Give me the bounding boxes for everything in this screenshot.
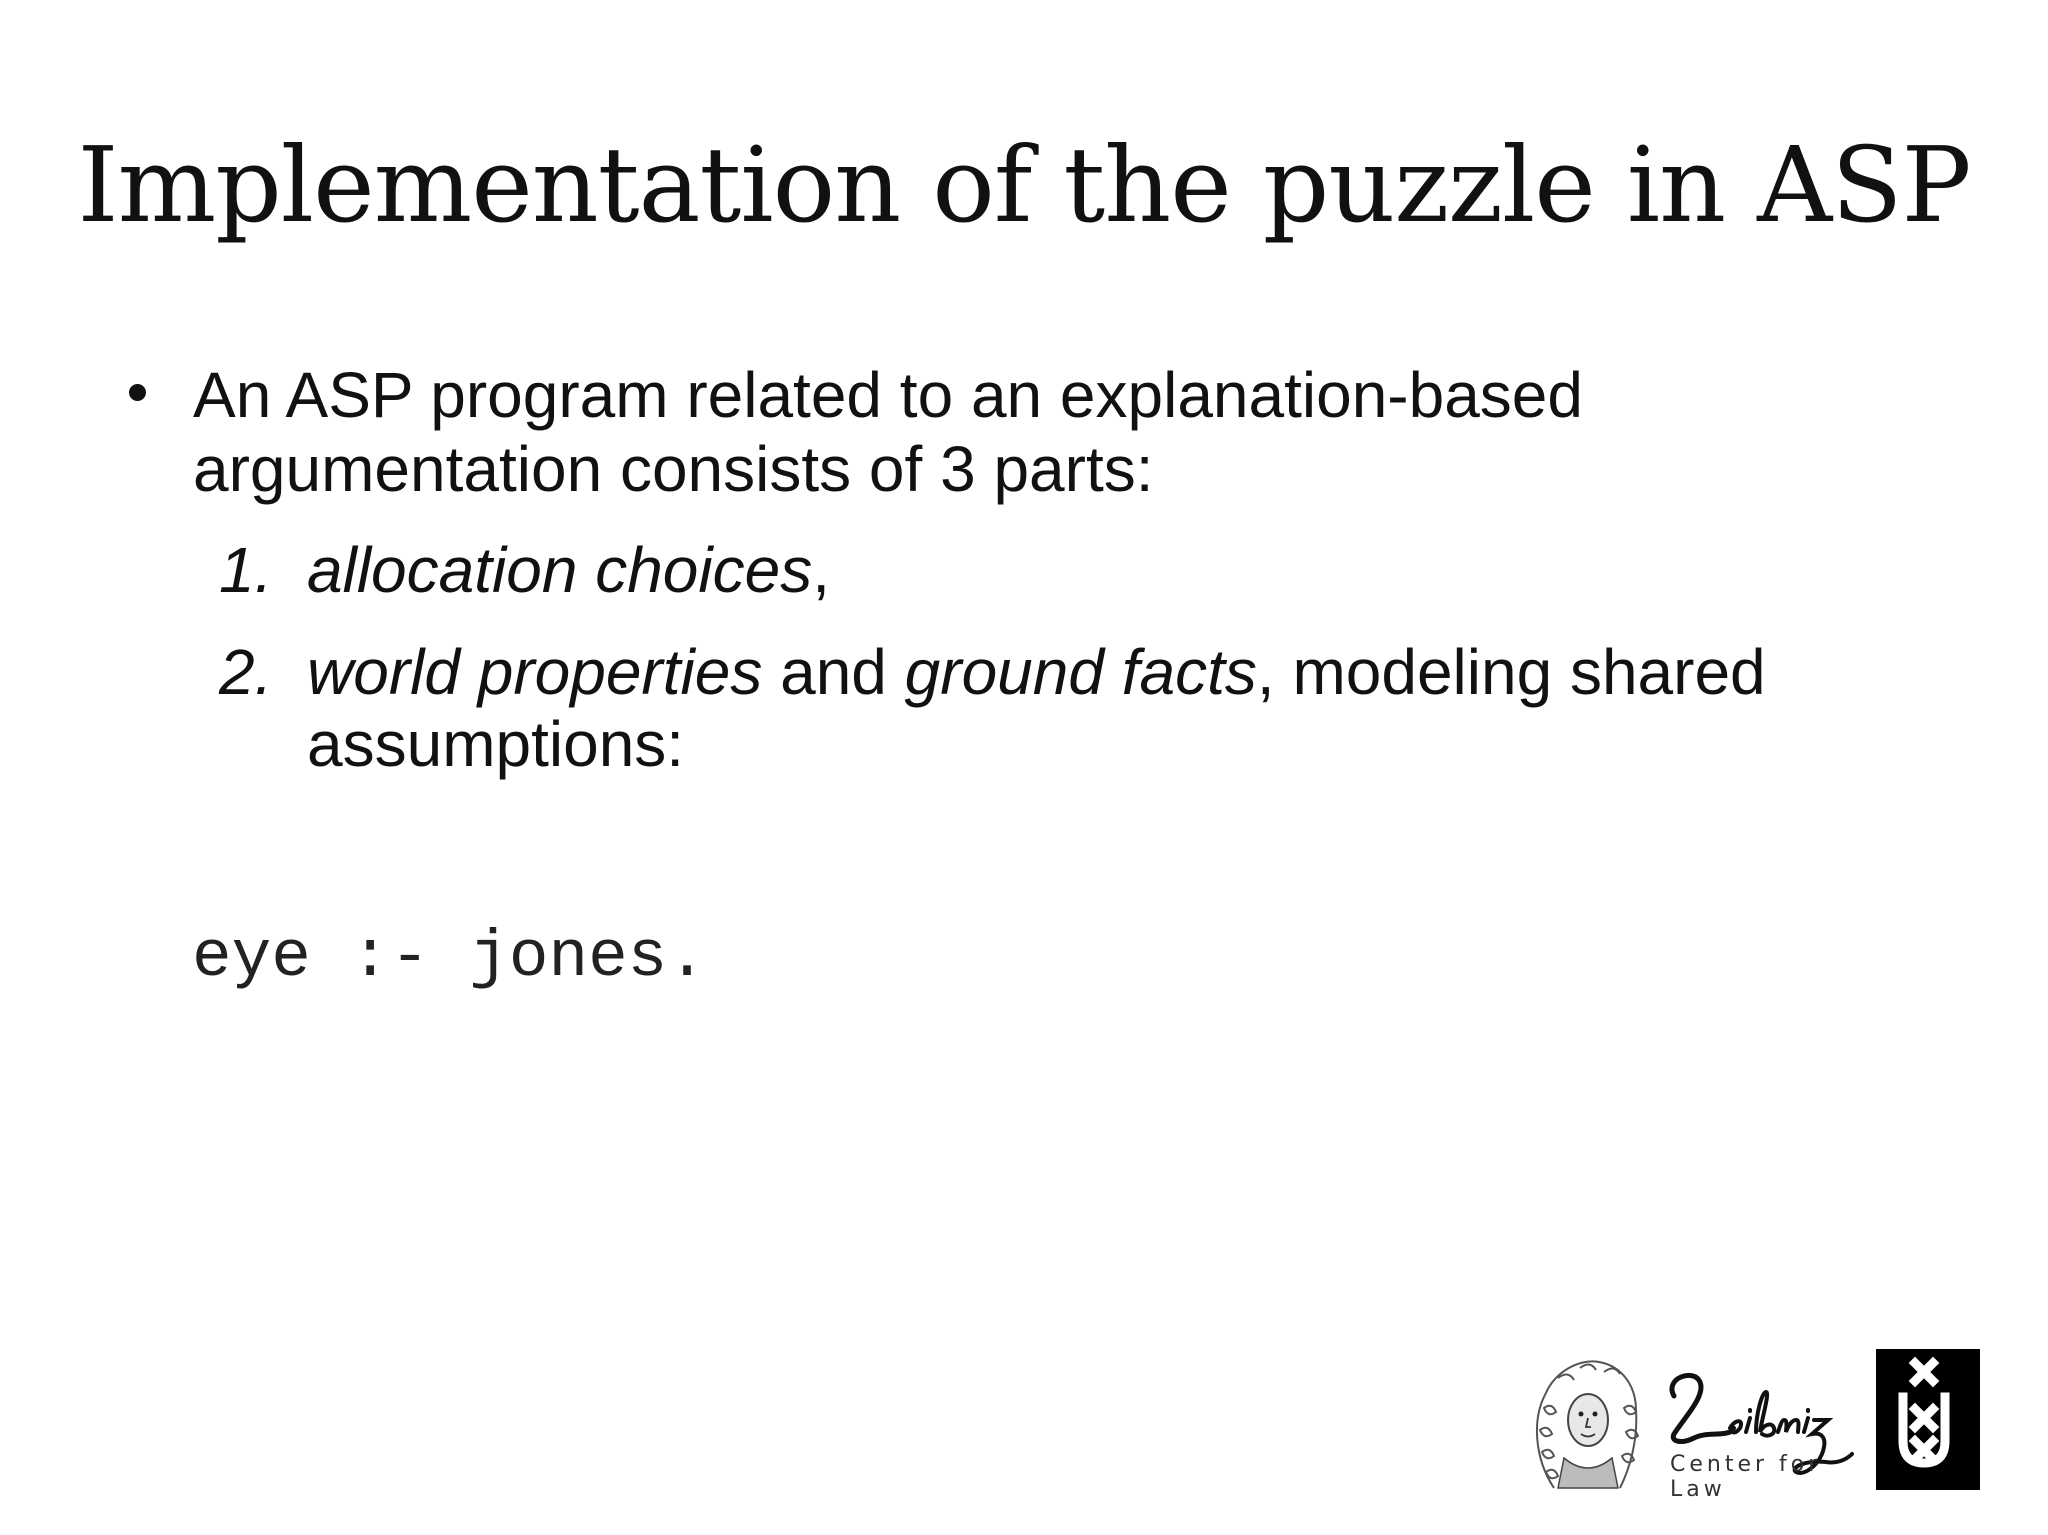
numbered-list xyxy=(125,534,2005,780)
leibniz-subtitle: Center for Law xyxy=(1670,1452,1822,1502)
list-item-text-line-2: assumptions: xyxy=(307,708,685,780)
list-item-number: 1. xyxy=(219,534,273,606)
leibniz-logo xyxy=(1524,1348,1854,1502)
list-item-emphasis: ground facts xyxy=(904,636,1257,708)
uva-crosses-icon xyxy=(1876,1349,1980,1490)
bullet-text-line-2: argumentation consists of 3 parts: xyxy=(193,433,1154,505)
list-item-text: and xyxy=(762,636,905,708)
list-item-text: , xyxy=(812,534,830,606)
list-item-text: , modeling shared xyxy=(1256,636,1766,708)
uva-logo xyxy=(1876,1349,1980,1490)
slide-title: Implementation of the puzzle in ASP xyxy=(77,124,1971,246)
list-item xyxy=(219,636,2005,780)
bullet-dot-icon xyxy=(129,384,146,401)
code-snippet: eye :- jones. xyxy=(192,920,707,995)
list-item xyxy=(219,534,2005,606)
slide-content xyxy=(125,358,2005,810)
list-item-emphasis: allocation choices xyxy=(307,534,813,606)
list-item-number: 2. xyxy=(219,636,273,708)
list-item-emphasis: world properties xyxy=(307,636,763,708)
bullet-text-line-1: An ASP program related to an explanation-based xyxy=(193,359,1583,431)
bullet-item xyxy=(125,358,2005,506)
